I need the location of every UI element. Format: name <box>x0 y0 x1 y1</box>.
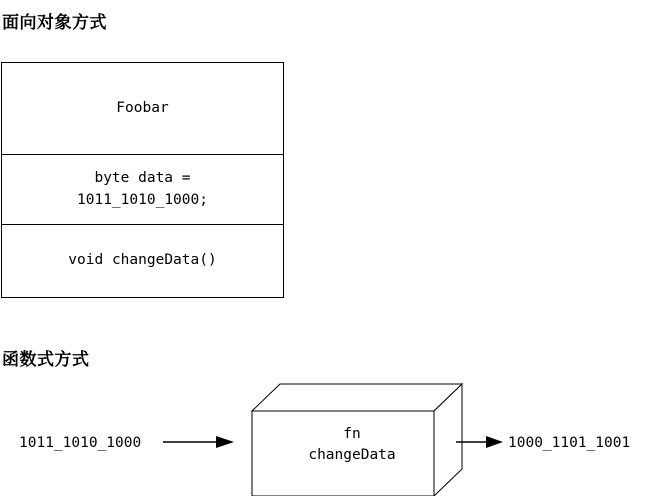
function-box-top-face <box>252 384 462 411</box>
function-box-label-line-1: fn <box>343 426 361 442</box>
pipeline-output-label: 1000_1101_1001 <box>508 435 631 451</box>
section-title-functional: 函数式方式 <box>2 350 90 370</box>
uml-operation-name: void changeData() <box>68 252 217 269</box>
uml-class-operations-row <box>2 224 283 297</box>
input-arrow-head <box>216 436 234 448</box>
functional-pipeline <box>0 372 651 496</box>
pipeline-input-label: 1011_1010_1000 <box>19 435 142 451</box>
uml-class-name-row <box>2 63 283 154</box>
section-title-object-oriented: 面向对象方式 <box>2 13 107 33</box>
uml-class-attributes-row <box>2 154 283 224</box>
uml-attribute-line-2: 1011_1010_1000; <box>77 191 208 208</box>
uml-class-name: Foobar <box>116 99 169 116</box>
output-arrow-head <box>486 436 503 448</box>
uml-attribute-line-1: byte data = <box>94 170 191 187</box>
uml-class-box <box>1 62 284 298</box>
function-box-label <box>272 424 432 466</box>
function-box-label-line-2: changeData <box>308 447 396 464</box>
